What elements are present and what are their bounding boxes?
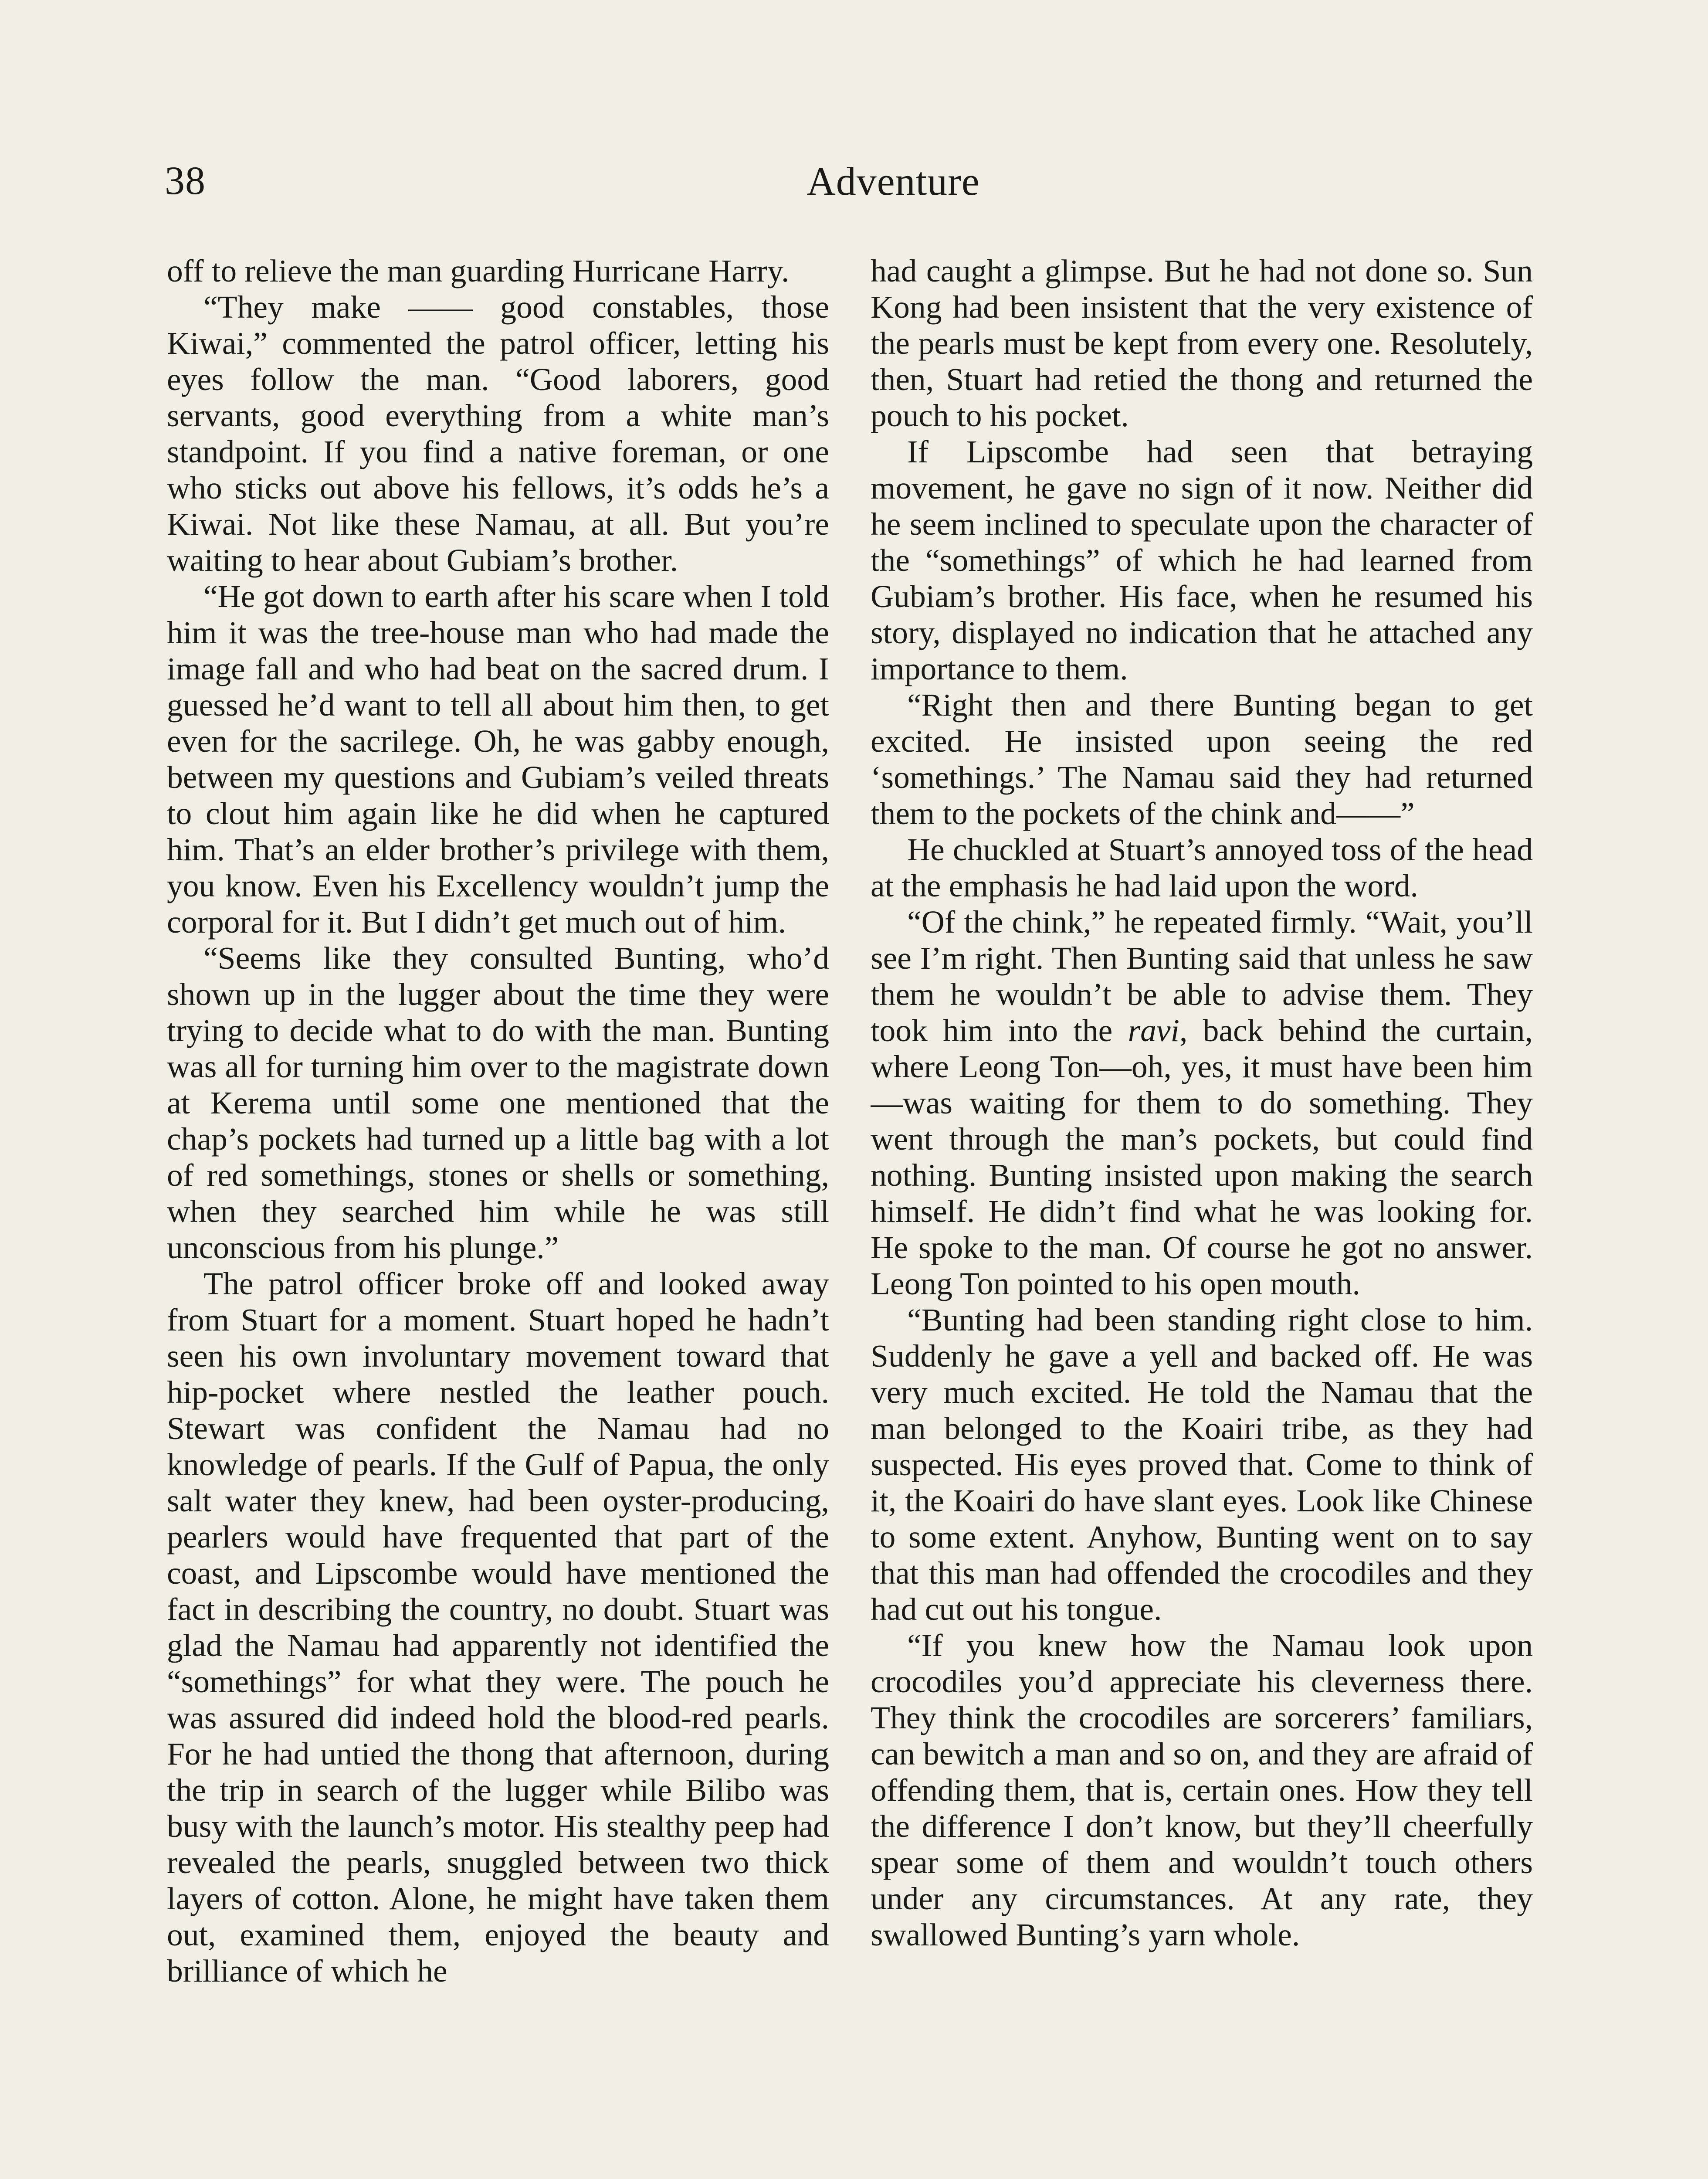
paragraph: If Lipscombe had seen that betraying movement, he gave no sign of it now. Neither did he seem inclined to speculate upon the character of the “somethings” of which he had learned from Gubiam’s brother. His face, when he resumed his story, displayed no indication that he attached any importance to them.	[871, 434, 1533, 686]
paragraph: He chuckled at Stuart’s annoyed toss of the head at the emphasis he had laid upon the word.	[871, 832, 1533, 903]
paragraph-text: , back behind the curtain, where Leong Ton—oh, yes, it must have been him—was waiting for them to do something. They went through the man’s pockets, but could find nothing. Bunting insisted upon making the search himself. He didn’t find what he was looking for. He spoke to the man. Of course he got no answer. Leong Ton pointed to his open mouth.	[871, 1012, 1533, 1301]
running-head: Adventure	[807, 159, 980, 204]
paragraph: “Right then and there Bunting began to get excited. He insisted upon seeing the red ‘somethings.’ The Namau said they had returned them to the pockets of the chink and——”	[871, 687, 1533, 831]
page-number: 38	[165, 158, 206, 203]
left-column	[167, 253, 829, 2179]
paragraph: “If you knew how the Namau look upon crocodiles you’d appreciate his cleverness there. They think the crocodiles are sorcerers’ familiars, can bewitch a man and so on, and they are afraid of offending them, that is, certain ones. How they tell the difference I don’t know, but they’ll cheerfully spear some of them and wouldn’t touch others under any circumstances. At any rate, they swallowed Bunting’s yarn whole.	[871, 1627, 1533, 1952]
right-column	[871, 253, 1533, 2179]
paragraph: “Bunting had been standing right close to him. Suddenly he gave a yell and backed off. He was very much excited. He told the Namau that the man belonged to the Koairi tribe, as they had suspected. His eyes proved that. Come to think of it, the Koairi do have slant eyes. Look like Chinese to some extent. Anyhow, Bunting went on to say that this man had offended the crocodiles and they had cut out his tongue.	[871, 1302, 1533, 1627]
paragraph: off to relieve the man guarding Hurricane Harry.	[167, 253, 790, 288]
paragraph: “He got down to earth after his scare when I told him it was the tree-house man who had made the image fall and who had beat on the sacred drum. I guessed he’d want to tell all about him then, to get even for the sacrilege. Oh, he was gabby enough, between my questions and Gubiam’s veiled threats to clout him again like he did when he captured him. That’s an elder brother’s privilege with them, you know. Even his Excellency wouldn’t jump the corporal for it. But I didn’t get much out of him.	[167, 578, 829, 940]
paragraph: had caught a glimpse. But he had not done so. Sun Kong had been insistent that the very existence of the pearls must be kept from every one. Resolutely, then, Stuart had retied the thong and returned the pouch to his pocket.	[871, 253, 1533, 433]
paragraph: “They make —— good constables, those Kiwai,” commented the patrol officer, letting his eyes follow the man. “Good laborers, good servants, good everything from a white man’s standpoint. If you find a native foreman, or one who sticks out above his fellows, it’s odds he’s a Kiwai. Not like these Namau, at all. But you’re waiting to hear about Gubiam’s brother.	[167, 289, 829, 578]
italic-word: ravi	[1128, 1012, 1180, 1048]
paragraph: “Seems like they consulted Bunting, who’d shown up in the lugger about the time they were trying to decide what to do with the man. Bunting was all for turning him over to the magistrate down at Kerema until some one mentioned that the chap’s pockets had turned up a little bag with a lot of red somethings, stones or shells or something, when they searched him while he was still unconscious from his plunge.”	[167, 940, 829, 1265]
paragraph: The patrol officer broke off and looked away from Stuart for a moment. Stuart hoped he hadn’t seen his own involuntary movement toward that hip-pocket where nestled the leather pouch. Stewart was confident the Namau had no knowledge of pearls. If the Gulf of Papua, the only salt water they knew, had been oyster-producing, pearlers would have frequented that part of the coast, and Lipscombe would have mentioned the fact in describing the country, no doubt. Stuart was glad the Namau had apparently not identified the “somethings” for what they were. The pouch he was assured did indeed hold the blood-red pearls. For he had untied the thong that afternoon, during the trip in search of the lugger while Bilibo was busy with the launch’s motor. His stealthy peep had revealed the pearls, snuggled between two thick layers of cotton. Alone, he might have taken them out, examined them, enjoyed the beauty and brilliance of which he	[167, 1266, 829, 1989]
paragraph-text: “Of the chink,” he repeated firmly. “Wait, you’ll see I’m right. Then Bunting said that unless he saw them he wouldn’t be able to advise them. They took him into the	[871, 904, 1533, 1048]
paragraph	[871, 904, 1533, 1302]
